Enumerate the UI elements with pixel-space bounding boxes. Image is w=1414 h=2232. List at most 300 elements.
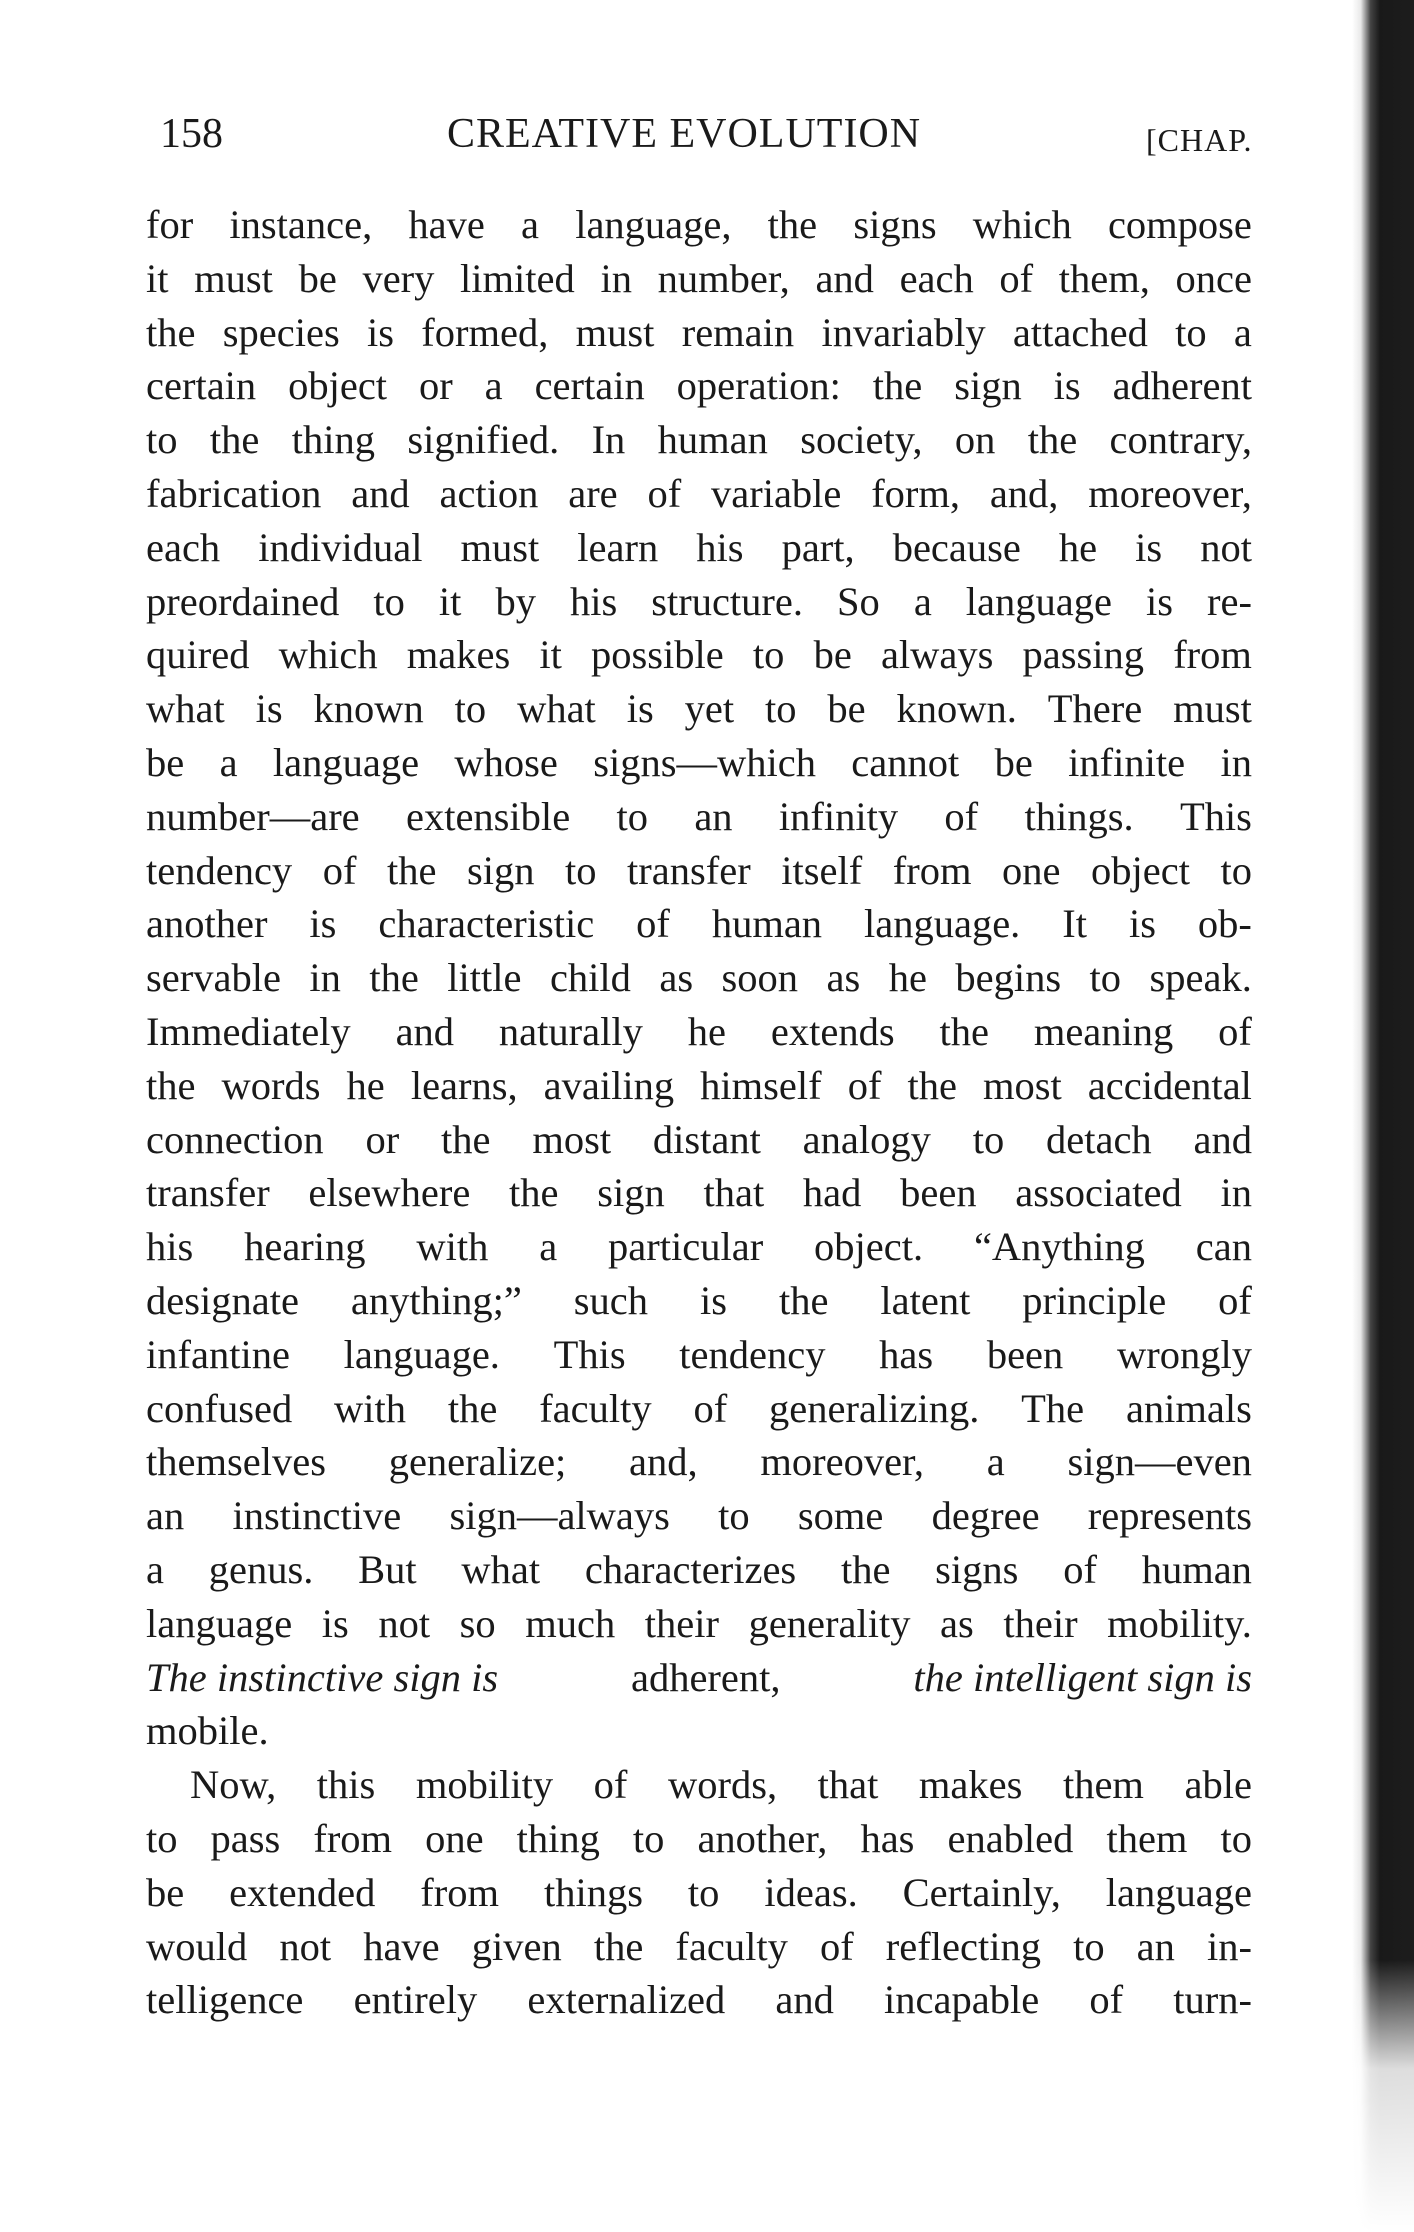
word: his (146, 1224, 194, 1270)
word: to (454, 686, 487, 732)
word: thing (291, 417, 375, 463)
word: themselves (146, 1439, 326, 1485)
word: generalize; (388, 1439, 567, 1485)
word: possible (591, 632, 724, 678)
paragraph-2 (146, 1758, 1252, 2027)
word: with (334, 1385, 407, 1431)
word: tendency (679, 1331, 826, 1377)
word: genus. (208, 1546, 314, 1592)
word: preordained (146, 578, 340, 624)
word: that (817, 1762, 879, 1808)
word: with (416, 1224, 489, 1270)
word: represents (1087, 1493, 1252, 1539)
word: extends (770, 1008, 895, 1054)
word: and (775, 1977, 834, 2023)
word: latent (880, 1277, 971, 1323)
text-line (146, 682, 1252, 736)
word: from (892, 847, 972, 893)
word: most (982, 1062, 1062, 1108)
word: learn (577, 524, 659, 570)
word: always (880, 632, 994, 678)
word: on (954, 417, 996, 463)
word: is (1135, 524, 1163, 570)
word: to (146, 1815, 178, 1861)
word: enabled (947, 1815, 1074, 1861)
word: it (146, 255, 169, 301)
word: to (146, 417, 178, 463)
word: infinity (778, 793, 899, 839)
word: known. (896, 686, 1017, 732)
word: faculty (539, 1385, 652, 1431)
word: language. (864, 901, 1021, 947)
word: language (1105, 1869, 1252, 1915)
word: and, (629, 1439, 698, 1485)
word: have (408, 202, 485, 247)
word: has (860, 1815, 915, 1861)
word: attached (1012, 309, 1148, 355)
word: of (944, 793, 979, 839)
word: the (386, 847, 437, 893)
word: wrongly (1116, 1331, 1252, 1377)
word: not (1200, 524, 1252, 570)
word: had (802, 1170, 862, 1216)
word: signified. (407, 417, 560, 463)
word: in (309, 955, 341, 1001)
word: the (767, 202, 818, 247)
word: a (539, 1224, 558, 1270)
word: human (657, 417, 768, 463)
word: things. (1024, 793, 1134, 839)
word: The (1021, 1385, 1085, 1431)
paragraph-1-end: mobile. (146, 1708, 269, 1754)
word: connection (146, 1116, 324, 1162)
word: a (1233, 309, 1252, 355)
word: passing (1022, 632, 1145, 678)
word: such (573, 1277, 649, 1323)
word: of (1063, 1546, 1097, 1592)
word: one (1001, 847, 1061, 893)
word: to (1089, 955, 1122, 1001)
word: mobility. (1107, 1600, 1252, 1646)
word: designate (146, 1277, 299, 1323)
word: generality (748, 1600, 911, 1646)
body-text (146, 198, 1252, 2027)
word: each (146, 524, 221, 570)
word: the (146, 309, 196, 355)
word: be (813, 632, 852, 678)
book-spine-shadow (1352, 0, 1414, 2232)
word: to (687, 1869, 720, 1915)
word: from (420, 1869, 500, 1915)
word: meaning (1033, 1008, 1174, 1054)
word: to (1220, 1815, 1252, 1861)
word: because (892, 524, 1021, 570)
word: signs (935, 1546, 1019, 1592)
word: of (819, 1923, 854, 1969)
word: language (965, 578, 1112, 624)
word: the (872, 363, 923, 409)
word: individual (258, 524, 423, 570)
word: is (699, 1277, 727, 1323)
text-line (146, 790, 1252, 844)
word: the (1027, 417, 1078, 463)
word: them, (1058, 255, 1150, 301)
word: must (460, 524, 540, 570)
word: of (1218, 1008, 1252, 1054)
word: so (459, 1600, 496, 1646)
text-line (146, 1328, 1252, 1382)
word: human (711, 901, 823, 947)
word: from (1173, 632, 1252, 678)
word: very (362, 255, 435, 301)
text-line (146, 467, 1252, 521)
word: characteristic (378, 901, 595, 947)
word: society, (800, 417, 923, 463)
word: number—are (146, 793, 360, 839)
word: a (913, 578, 932, 624)
text-line (146, 575, 1252, 629)
word: is (626, 686, 654, 732)
word: of (647, 470, 682, 516)
word: this (316, 1762, 376, 1808)
word: be (827, 686, 866, 732)
word: telligence (146, 1977, 304, 2023)
text-line (146, 1812, 1252, 1866)
text-line (146, 1382, 1252, 1436)
word: Immediately (146, 1008, 351, 1054)
word: can (1195, 1224, 1252, 1270)
word: a (219, 739, 238, 785)
word: transfer (627, 847, 751, 893)
word: formed, (421, 309, 549, 355)
word: sign (597, 1170, 665, 1216)
text-line (146, 1166, 1252, 1220)
word: he (687, 1008, 726, 1054)
word: as (659, 955, 694, 1001)
word: hearing (244, 1224, 366, 1270)
word: compose (1107, 202, 1252, 247)
word: to (373, 578, 405, 624)
word: the (447, 1385, 498, 1431)
word: a (484, 363, 503, 409)
word: is (309, 901, 337, 947)
word: elsewhere (308, 1170, 471, 1216)
word: and (815, 255, 874, 301)
word: analogy (802, 1116, 931, 1162)
word: an (1136, 1923, 1175, 1969)
word: learns, (410, 1062, 518, 1108)
word: contrary, (1109, 417, 1252, 463)
text-line (146, 897, 1252, 951)
word: to (632, 1815, 665, 1861)
word: the (907, 1062, 957, 1108)
word: are (568, 470, 618, 516)
word: availing (543, 1062, 675, 1108)
word: be (146, 739, 185, 785)
word: which (972, 202, 1072, 247)
word: fabrication (146, 470, 322, 516)
word: mobility (415, 1762, 554, 1808)
book-spine-fade (1352, 1960, 1414, 2232)
word: speak. (1149, 955, 1252, 1001)
word: Now, (190, 1762, 277, 1808)
word: in- (1207, 1923, 1252, 1969)
word: certain (146, 363, 257, 409)
word: generalizing. (769, 1385, 980, 1431)
word: words (221, 1062, 321, 1108)
paragraph-1 (146, 198, 1252, 1651)
word-adherent: adherent, (630, 1654, 781, 1700)
word: invariably (821, 309, 986, 355)
word: what (517, 686, 596, 732)
text-line (146, 1435, 1252, 1489)
text-line (146, 1113, 1252, 1167)
word: animals (1125, 1385, 1252, 1431)
word: he (1058, 524, 1098, 570)
word: the (209, 417, 260, 463)
word: object. (814, 1224, 924, 1270)
word: confused (146, 1385, 293, 1431)
word: instance, (229, 202, 373, 247)
word: to (565, 847, 597, 893)
word: he (888, 955, 927, 1001)
word: must (1173, 686, 1252, 732)
word: it (539, 632, 562, 678)
text-line (146, 1005, 1252, 1059)
word: form, (871, 470, 961, 516)
word: which (278, 632, 378, 678)
word: not (279, 1923, 332, 1969)
word: to (1220, 847, 1252, 893)
word: of (636, 901, 670, 947)
word: makes (918, 1762, 1023, 1808)
word: instinctive (232, 1493, 402, 1539)
word: would (146, 1923, 248, 1969)
word: characterizes (584, 1546, 797, 1592)
word: and (351, 470, 410, 516)
word: them (1062, 1762, 1144, 1808)
word: the (840, 1546, 891, 1592)
text-line (146, 736, 1252, 790)
word: little (447, 955, 522, 1001)
word: makes (406, 632, 511, 678)
word: what (146, 686, 225, 732)
word: species (222, 309, 340, 355)
word: as (940, 1600, 974, 1646)
word: them (1106, 1815, 1188, 1861)
word: or (418, 363, 453, 409)
word: one (425, 1815, 484, 1861)
word: an (146, 1493, 185, 1539)
word: is (255, 686, 283, 732)
text-line (146, 628, 1252, 682)
word: pass (210, 1815, 281, 1861)
word: infantine (146, 1331, 290, 1377)
word: is (367, 309, 395, 355)
word: remain (681, 309, 795, 355)
word: entirely (353, 1977, 478, 2023)
word: ob- (1197, 901, 1252, 947)
word: is (1128, 901, 1156, 947)
word: of (1218, 1277, 1252, 1323)
text-line-paragraph-end (146, 1704, 1252, 1758)
word: been (900, 1170, 977, 1216)
word: be (298, 255, 337, 301)
word: cannot (851, 739, 960, 785)
word: their (1003, 1600, 1078, 1646)
text-line (146, 413, 1252, 467)
word: the (509, 1170, 559, 1216)
word: he (346, 1062, 385, 1108)
word: action (439, 470, 539, 516)
word: much (525, 1600, 616, 1646)
text-line (146, 1866, 1252, 1920)
word: the (939, 1008, 989, 1054)
word: signs—which (593, 739, 816, 785)
word: language (146, 1600, 293, 1646)
word: once (1175, 255, 1252, 301)
word: particular (608, 1224, 764, 1270)
italic-phrase-instinctive: The instinctive sign is (146, 1654, 499, 1700)
word: re- (1207, 578, 1252, 624)
word: extended (229, 1869, 376, 1915)
word: of (593, 1762, 628, 1808)
word: a (986, 1439, 1005, 1485)
word: is (1053, 363, 1081, 409)
word: in (600, 255, 632, 301)
word: his (569, 578, 618, 624)
word: object (1090, 847, 1190, 893)
word: be (994, 739, 1033, 785)
word: the (369, 955, 419, 1001)
word: adherent (1112, 363, 1252, 409)
word: number, (657, 255, 790, 301)
word: begins (955, 955, 1062, 1001)
word: principle (1022, 1277, 1167, 1323)
word: in (1220, 739, 1252, 785)
word: human (1141, 1546, 1252, 1592)
word: transfer (146, 1170, 270, 1216)
word: most (532, 1116, 612, 1162)
word: detach (1046, 1116, 1152, 1162)
text-line (146, 521, 1252, 575)
word: and (1193, 1116, 1252, 1162)
word: of (847, 1062, 882, 1108)
word: for (146, 202, 194, 247)
word: soon (721, 955, 799, 1001)
text-line (146, 252, 1252, 306)
word: has (879, 1331, 934, 1377)
word: from (313, 1815, 393, 1861)
word: This (1179, 793, 1252, 839)
word: another (146, 901, 268, 947)
word: each (899, 255, 974, 301)
word: sign (466, 847, 535, 893)
word: “Anything (973, 1224, 1145, 1270)
word: thing (516, 1815, 600, 1861)
word: degree (931, 1493, 1040, 1539)
word: operation: (676, 363, 841, 409)
word: Certainly, (902, 1869, 1061, 1915)
word: moreover, (1088, 470, 1252, 516)
word: externalized (527, 1977, 726, 2023)
word: in (1220, 1170, 1252, 1216)
text-line (146, 359, 1252, 413)
word: given (471, 1923, 562, 1969)
word: to (616, 793, 648, 839)
word: and, (989, 470, 1059, 516)
word: certain (534, 363, 645, 409)
word: accidental (1087, 1062, 1252, 1108)
text-line (146, 1973, 1252, 2027)
word: reflecting (885, 1923, 1041, 1969)
word: But (358, 1546, 417, 1592)
word: to (1073, 1923, 1105, 1969)
word: been (986, 1331, 1064, 1377)
word: of (1089, 1977, 1124, 2023)
word: to (764, 686, 797, 732)
word: signs (853, 202, 937, 247)
text-line (146, 1543, 1252, 1597)
word: the (441, 1116, 491, 1162)
text-line (146, 1220, 1252, 1274)
word: incapable (884, 1977, 1040, 2023)
word: turn- (1173, 1977, 1252, 2023)
word: language (272, 739, 420, 785)
word: things (543, 1869, 643, 1915)
word: object (288, 363, 388, 409)
text-line (146, 306, 1252, 360)
running-title: CREATIVE EVOLUTION (447, 111, 922, 157)
word: ideas. (764, 1869, 858, 1915)
word: to (752, 632, 785, 678)
word: words, (667, 1762, 778, 1808)
text-line (146, 844, 1252, 898)
word: to (1175, 309, 1207, 355)
word: anything;” (350, 1277, 522, 1323)
word: sign—even (1067, 1439, 1252, 1485)
text-line (146, 198, 1252, 252)
word: what (461, 1546, 541, 1592)
page-number: 158 (160, 111, 223, 157)
word: language, (575, 202, 732, 247)
word: associated (1015, 1170, 1182, 1216)
word: the (778, 1277, 829, 1323)
word: So (837, 578, 880, 624)
text-line (146, 1489, 1252, 1543)
word: faculty (675, 1923, 788, 1969)
word: as (826, 955, 861, 1001)
word: sign—always (449, 1493, 670, 1539)
word: is (1145, 578, 1173, 624)
word: There (1047, 686, 1143, 732)
word: the (593, 1923, 644, 1969)
word: to (972, 1116, 1005, 1162)
word: servable (146, 955, 281, 1001)
word: distant (652, 1116, 761, 1162)
word: by (495, 578, 536, 624)
word: the (146, 1062, 196, 1108)
italic-phrase-intelligent: the intelligent sign is (913, 1654, 1252, 1700)
word: This (553, 1331, 626, 1377)
word: to (718, 1493, 750, 1539)
word: yet (684, 686, 735, 732)
word: not (378, 1600, 431, 1646)
text-line (146, 1920, 1252, 1974)
word: infinite (1068, 739, 1186, 785)
word: himself (700, 1062, 822, 1108)
word: naturally (498, 1008, 643, 1054)
